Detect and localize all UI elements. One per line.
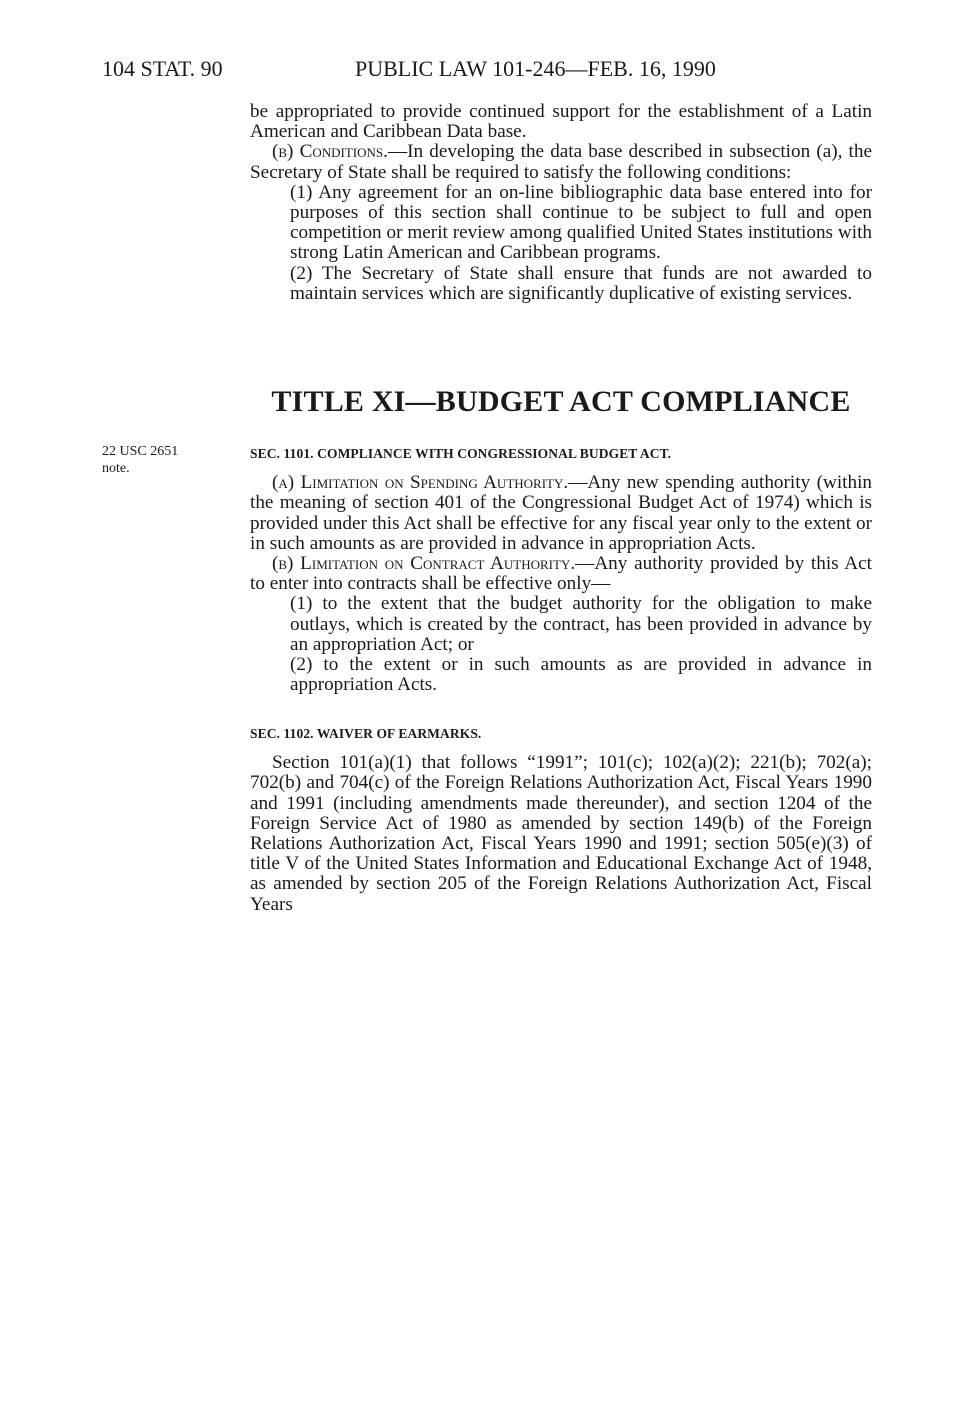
continuation-paragraph: be appropriated to provide continued support for the establishment of a Latin American and Caribbean Data base. xyxy=(250,101,872,143)
contract-authority-label: (b) Limitation on Contract Authority. xyxy=(272,553,576,575)
condition-item-2: (2) The Secretary of State shall ensure that funds are not awarded to maintain services which are significantly duplicative of existing services. xyxy=(290,262,872,304)
contract-authority-text: —Any authority provided by this Act to enter into contracts shall be effective only— xyxy=(250,553,872,595)
margin-citation xyxy=(102,443,178,477)
spending-authority-text: —Any new spending authority (within the meaning of section 401 of the Congressional Budget Act of 1974) which is provided under this Act shall be effective for any fiscal year only to the extent or in such amounts as are provided in advance in appropriation Acts. xyxy=(250,472,872,554)
running-header: PUBLIC LAW 101-246—FEB. 16, 1990 xyxy=(355,56,716,81)
top-section xyxy=(250,102,872,304)
margin-citation-line-2: note. xyxy=(102,461,130,476)
title-heading: TITLE XI—BUDGET ACT COMPLIANCE xyxy=(271,385,851,418)
section-1101 xyxy=(250,444,872,695)
contract-authority-paragraph xyxy=(250,554,872,594)
section-1101-heading: SEC. 1101. COMPLIANCE WITH CONGRESSIONAL BUDGET ACT. xyxy=(250,446,672,461)
earmarks-paragraph: Section 101(a)(1) that follows “1991”; 101(c); 102(a)(2); 221(b); 702(a); 702(b) and 704(c) of the Foreign Relations Authorization Act, Fiscal Years 1990 and 1991 (including amendments made thereunder), and section 1204 of the Foreign Service Act of 1980 as amended by section 149(b) of the Foreign Relations Authorization Act, Fiscal Years 1990 and 1991; section 505(e)(3) of title V of the United States Information and Educational Exchange Act of 1948, as amended by section 205 of the Foreign Relations Authorization Act, Fiscal Years xyxy=(250,752,872,915)
condition-item-1: (1) Any agreement for an on-line bibliographic data base entered into for purposes of this section shall continue to be subject to full and open competition or merit review among qualified United States institutions with strong Latin American and Caribbean programs. xyxy=(290,181,872,264)
spending-authority-paragraph xyxy=(250,473,872,554)
conditions-label: (b) Conditions. xyxy=(272,141,388,163)
contract-item-2: (2) to the extent or in such amounts as are provided in advance in appropriation Acts. xyxy=(290,654,872,696)
margin-citation-line-1: 22 USC 2651 xyxy=(102,444,179,459)
contract-item-1: (1) to the extent that the budget authority for the obligation to make outlays, which is created by the contract, has been provided in advance by an appropriation Act; or xyxy=(290,593,872,655)
page-stat-citation: 104 STAT. 90 xyxy=(102,56,223,81)
section-1102-heading: SEC. 1102. WAIVER OF EARMARKS. xyxy=(250,726,482,741)
section-1102 xyxy=(250,724,872,915)
conditions-paragraph xyxy=(250,142,872,182)
conditions-text: —In developing the data base described in subsection (a), the Secretary of State shall be required to satisfy the following conditions: xyxy=(250,141,872,183)
spending-authority-label: (a) Limitation on Spending Authority. xyxy=(272,472,569,494)
